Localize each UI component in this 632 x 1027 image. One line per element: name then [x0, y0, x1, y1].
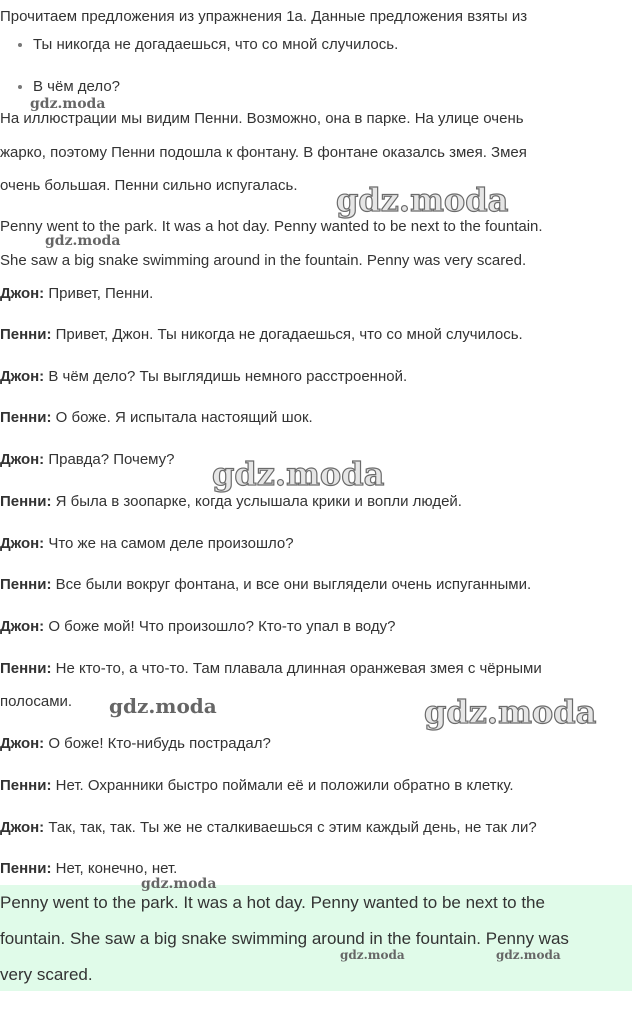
- speaker-name: Пенни:: [0, 576, 52, 593]
- highlighted-paragraph-line: very scared.: [0, 965, 93, 984]
- dialogue-line: [0, 284, 153, 304]
- watermark-logo: gdz.moda: [45, 233, 121, 249]
- bullet-dot-icon: [18, 85, 22, 89]
- dialogue-text: Так, так, так. Ты же не сталкиваешься с этим каждый день, не так ли?: [44, 819, 537, 836]
- speaker-name: Пенни:: [0, 493, 52, 510]
- dialogue-text: Что же на самом деле произошло?: [44, 535, 294, 552]
- dialogue-line: [0, 575, 531, 595]
- dialogue-text: В чём дело? Ты выглядишь немного расстроенной.: [44, 368, 408, 385]
- dialogue-line: [0, 367, 407, 387]
- speaker-name: Джон:: [0, 451, 45, 468]
- speaker-name: Джон:: [0, 535, 45, 552]
- dialogue-line: [0, 818, 537, 838]
- highlighted-paragraph-line: Penny went to the park. It was a hot day. Penny wanted to be next to the: [0, 893, 545, 912]
- dialogue-line: [0, 534, 294, 554]
- dialogue-line: [0, 659, 542, 679]
- highlighted-paragraph-line: fountain. She saw a big snake swimming around in the fountain. Penny was: [0, 929, 569, 948]
- intro-text: Прочитаем предложения из упражнения 1а. Данные предложения взяты из: [0, 8, 528, 25]
- speaker-name: Джон:: [0, 735, 45, 752]
- dialogue-line: [0, 734, 271, 754]
- watermark-logo: gdz.moda: [30, 96, 106, 112]
- dialogue-line: [0, 776, 514, 796]
- watermark-logo: gdz.moda: [212, 455, 385, 493]
- dialogue-text: О боже мой! Что произошло? Кто-то упал в воду?: [44, 618, 396, 635]
- dialogue-text: Нет. Охранники быстро поймали её и положили обратно в клетку.: [51, 777, 514, 794]
- bullet-item: [33, 35, 398, 55]
- speaker-name: Пенни:: [0, 409, 52, 426]
- speaker-name: Джон:: [0, 819, 45, 836]
- bullet-text: Ты никогда не догадаешься, что со мной случилось.: [33, 36, 399, 53]
- dialogue-line: [0, 325, 523, 345]
- watermark-logo: gdz.moda: [424, 693, 597, 731]
- speaker-name: Джон:: [0, 618, 45, 635]
- speaker-name: Джон:: [0, 285, 45, 302]
- dialogue-line: [0, 450, 174, 470]
- watermark-logo: gdz.moda: [141, 876, 217, 892]
- dialogue-text: Правда? Почему?: [44, 451, 175, 468]
- dialogue-line: [0, 408, 313, 428]
- bullet-dot-icon: [18, 43, 22, 47]
- dialogue-text: Привет, Пенни.: [44, 285, 154, 302]
- dialogue-text: Не кто-то, а что-то. Там плавала длинная оранжевая змея с чёрными: [51, 660, 542, 677]
- russian-paragraph-line: На иллюстрации мы видим Пенни. Возможно, она в парке. На улице очень: [0, 110, 524, 127]
- dialogue-continuation: полосами.: [0, 693, 73, 710]
- dialogue-text: О боже! Кто-нибудь пострадал?: [44, 735, 271, 752]
- dialogue-line: [0, 617, 396, 637]
- dialogue-text: Все были вокруг фонтана, и все они выглядели очень испуганными.: [51, 576, 532, 593]
- speaker-name: Пенни:: [0, 777, 52, 794]
- watermark-logo: gdz.moda: [340, 948, 405, 962]
- dialogue-line: [0, 492, 462, 512]
- watermark-logo: gdz.moda: [336, 181, 509, 219]
- bullet-text: В чём дело?: [33, 78, 121, 95]
- speaker-name: Пенни:: [0, 660, 52, 677]
- speaker-name: Пенни:: [0, 860, 52, 877]
- russian-paragraph-line: жарко, поэтому Пенни подошла к фонтану. В фонтане оказалсь змея. Змея: [0, 144, 527, 161]
- dialogue-text: Я была в зоопарке, когда услышала крики и вопли людей.: [51, 493, 462, 510]
- dialogue-line: [0, 859, 177, 879]
- watermark-logo: gdz.moda: [496, 948, 561, 962]
- watermark-logo: gdz.moda: [109, 694, 217, 718]
- speaker-name: Пенни:: [0, 326, 52, 343]
- dialogue-text: О боже. Я испытала настоящий шок.: [51, 409, 313, 426]
- dialogue-text: Нет, конечно, нет.: [51, 860, 178, 877]
- speaker-name: Джон:: [0, 368, 45, 385]
- english-paragraph-line: She saw a big snake swimming around in the fountain. Penny was very scared.: [0, 252, 527, 269]
- dialogue-text: Привет, Джон. Ты никогда не догадаешься, что со мной случилось.: [51, 326, 523, 343]
- russian-paragraph-line: очень большая. Пенни сильно испугалась.: [0, 177, 298, 194]
- bullet-item: [33, 77, 120, 97]
- english-paragraph-line: Penny went to the park. It was a hot day. Penny wanted to be next to the fountain.: [0, 218, 543, 235]
